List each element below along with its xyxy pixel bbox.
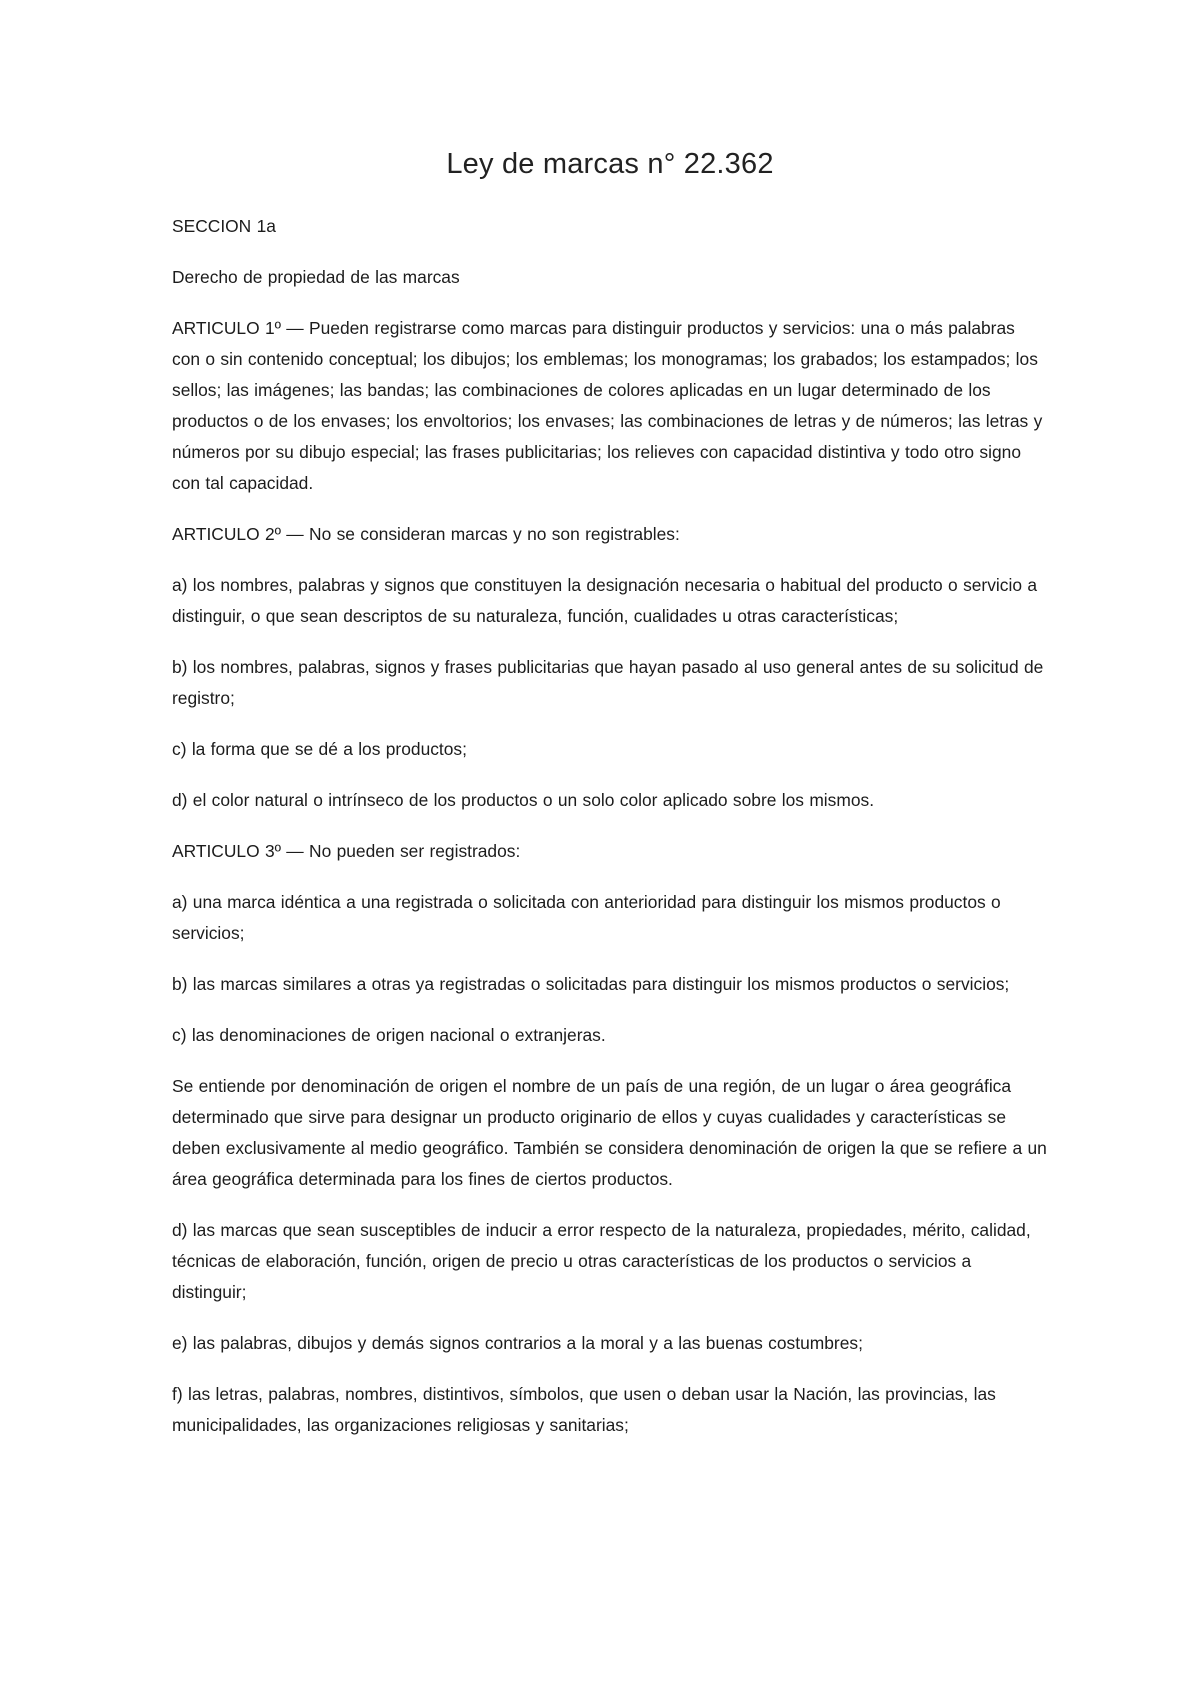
article-2-heading: ARTICULO 2º — No se consideran marcas y no son registrables: bbox=[172, 524, 680, 544]
document-body bbox=[172, 211, 1048, 1461]
article-3-item-e: e) las palabras, dibujos y demás signos contrarios a la moral y a las buenas costumbres; bbox=[172, 1333, 863, 1353]
article-3-item-c: c) las denominaciones de origen nacional o extranjeras. bbox=[172, 1025, 606, 1045]
article-2-item-d: d) el color natural o intrínseco de los productos o un solo color aplicado sobre los mismos. bbox=[172, 790, 875, 810]
document-title: Ley de marcas n° 22.362 bbox=[446, 148, 774, 180]
article-3-item-f: f) las letras, palabras, nombres, distintivos, símbolos, que usen o deban usar la Nación, las provincias, las municipalidades, las organizaciones religiosas y sanitarias; bbox=[172, 1384, 996, 1435]
section-label: SECCION 1a bbox=[172, 216, 276, 236]
article-3-item-b: b) las marcas similares a otras ya registradas o solicitadas para distinguir los mismos productos o servicios; bbox=[172, 974, 1010, 994]
section-heading: Derecho de propiedad de las marcas bbox=[172, 267, 460, 287]
article-2-item-c: c) la forma que se dé a los productos; bbox=[172, 739, 467, 759]
article-3-item-d: d) las marcas que sean susceptibles de inducir a error respecto de la naturaleza, propiedades, mérito, calidad, técnicas de elaboración, función, origen de precio u otras características de los productos o servicios a distinguir; bbox=[172, 1220, 1031, 1302]
article-2-item-a: a) los nombres, palabras y signos que constituyen la designación necesaria o habitual del producto o servicio a distinguir, o que sean descriptos de su naturaleza, función, cualidades u otras características; bbox=[172, 575, 1038, 626]
article-3-heading: ARTICULO 3º — No pueden ser registrados: bbox=[172, 841, 521, 861]
article-3-item-a: a) una marca idéntica a una registrada o solicitada con anterioridad para distinguir los mismos productos o servicios; bbox=[172, 892, 1001, 943]
article-1-paragraph: ARTICULO 1º — Pueden registrarse como marcas para distinguir productos y servicios: una o más palabras con o sin contenido conceptual; los dibujos; los emblemas; los monogramas; los grabados; los estampados; los sellos; las imágenes; las bandas; las combinaciones de colores aplicadas en un lugar determinado de los productos o de los envases; los envoltorios; los envases; las combinaciones de letras y de números; las letras y números por su dibujo especial; las frases publicitarias; los relieves con capacidad distintiva y todo otro signo con tal capacidad. bbox=[172, 318, 1043, 493]
origin-definition-paragraph: Se entiende por denominación de origen el nombre de un país de una región, de un lugar o área geográfica determinado que sirve para designar un producto originario de ellos y cuyas cualidades y características se deben exclusivamente al medio geográfico. También se considera denominación de origen la que se refiere a un área geográfica determinada para los fines de ciertos productos. bbox=[172, 1076, 1047, 1189]
article-2-item-b: b) los nombres, palabras, signos y frases publicitarias que hayan pasado al uso general antes de su solicitud de registro; bbox=[172, 657, 1044, 708]
